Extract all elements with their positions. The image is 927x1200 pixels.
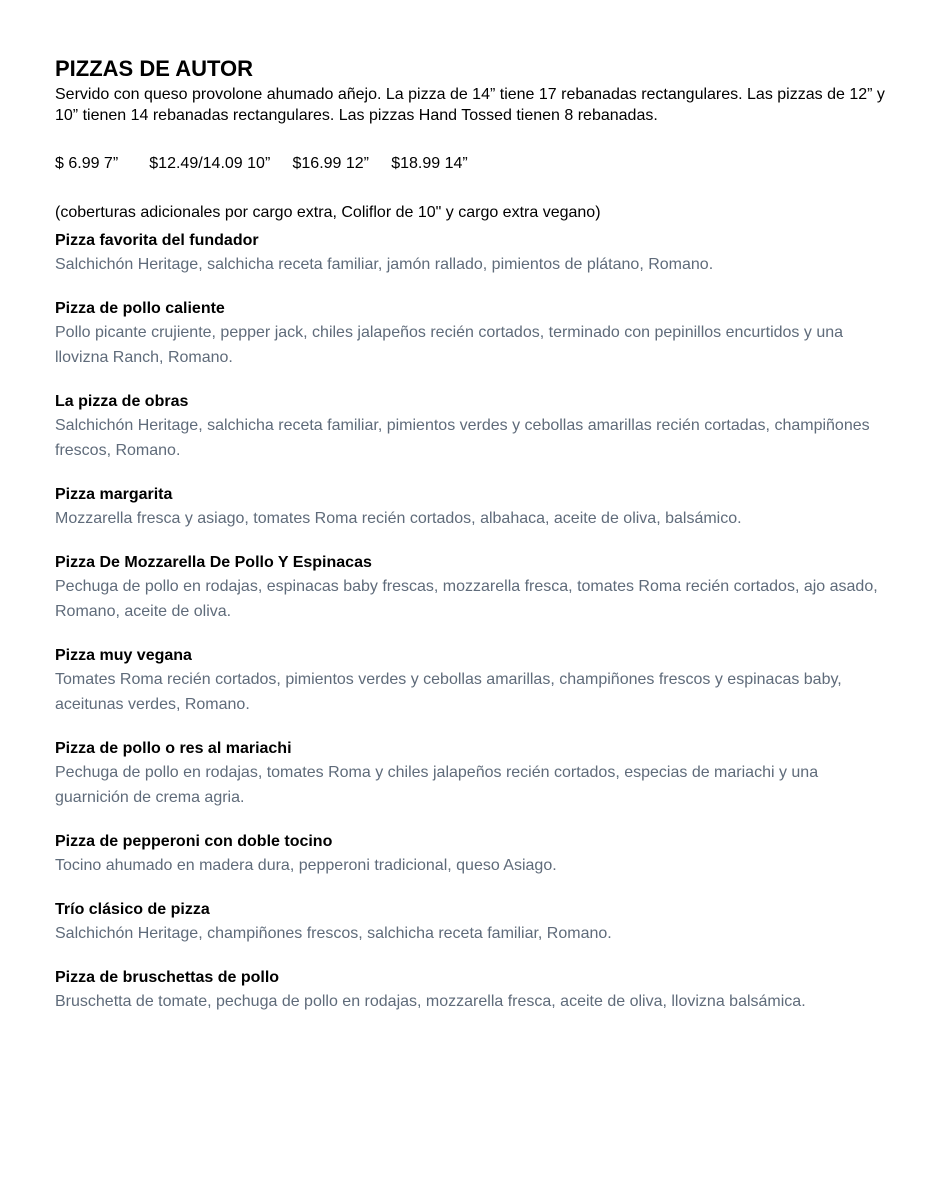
menu-item-name: Pizza De Mozzarella De Pollo Y Espinacas bbox=[55, 554, 372, 571]
menu-item bbox=[55, 900, 887, 946]
price-line: $ 6.99 7” $12.49/14.09 10” $16.99 12” $18.99 14” bbox=[55, 155, 468, 172]
menu-item-name: Trío clásico de pizza bbox=[55, 901, 210, 918]
menu-item-name: Pizza de pollo o res al mariachi bbox=[55, 740, 292, 757]
menu-item-description: Pechuga de pollo en rodajas, tomates Roma y chiles jalapeños recién cortados, especias de mariachi y una guarnición de crema agria. bbox=[55, 764, 819, 806]
page-title: PIZZAS DE AUTOR bbox=[55, 56, 254, 81]
menu-item bbox=[55, 553, 887, 624]
intro-text: Servido con queso provolone ahumado añejo. La pizza de 14” tiene 17 rebanadas rectangulares. Las pizzas de 12” y 10” tienen 14 rebanadas rectangulares. Las pizzas Hand Tossed tienen 8 rebanadas. bbox=[55, 86, 885, 124]
menu-item-name: Pizza de pepperoni con doble tocino bbox=[55, 833, 333, 850]
menu-item-description: Pollo picante crujiente, pepper jack, chiles jalapeños recién cortados, terminado con pepinillos encurtidos y una llovizna Ranch, Romano. bbox=[55, 324, 844, 366]
menu-item-description: Salchichón Heritage, salchicha receta familiar, pimientos verdes y cebollas amarillas recién cortadas, champiñones frescos, Romano. bbox=[55, 417, 870, 459]
menu-item bbox=[55, 646, 887, 717]
menu-item-name: Pizza margarita bbox=[55, 486, 173, 503]
menu-item bbox=[55, 968, 887, 1014]
menu-item bbox=[55, 231, 887, 277]
menu-item-description: Mozzarella fresca y asiago, tomates Roma recién cortados, albahaca, aceite de oliva, balsámico. bbox=[55, 510, 742, 527]
menu-item-description: Bruschetta de tomate, pechuga de pollo en rodajas, mozzarella fresca, aceite de oliva, llovizna balsámica. bbox=[55, 993, 806, 1010]
menu-item bbox=[55, 832, 887, 878]
menu-items-list bbox=[55, 231, 887, 1014]
menu-item-description: Salchichón Heritage, champiñones frescos, salchicha receta familiar, Romano. bbox=[55, 925, 612, 942]
menu-item-name: La pizza de obras bbox=[55, 393, 189, 410]
menu-item-description: Tomates Roma recién cortados, pimientos verdes y cebollas amarillas, champiñones frescos y espinacas baby, aceitunas verdes, Romano. bbox=[55, 671, 842, 713]
menu-item bbox=[55, 485, 887, 531]
menu-item-name: Pizza de bruschettas de pollo bbox=[55, 969, 280, 986]
menu-item-name: Pizza de pollo caliente bbox=[55, 300, 225, 317]
menu-item-description: Salchichón Heritage, salchicha receta familiar, jamón rallado, pimientos de plátano, Romano. bbox=[55, 256, 714, 273]
menu-item bbox=[55, 299, 887, 370]
menu-item-description: Pechuga de pollo en rodajas, espinacas baby frescas, mozzarella fresca, tomates Roma recién cortados, ajo asado, Romano, aceite de oliva. bbox=[55, 578, 878, 620]
menu-item bbox=[55, 392, 887, 463]
menu-item-name: Pizza favorita del fundador bbox=[55, 232, 259, 249]
menu-item-name: Pizza muy vegana bbox=[55, 647, 192, 664]
extra-toppings-note: (coberturas adicionales por cargo extra, Coliflor de 10" y cargo extra vegano) bbox=[55, 204, 601, 221]
menu-item bbox=[55, 739, 887, 810]
menu-item-description: Tocino ahumado en madera dura, pepperoni tradicional, queso Asiago. bbox=[55, 857, 557, 874]
